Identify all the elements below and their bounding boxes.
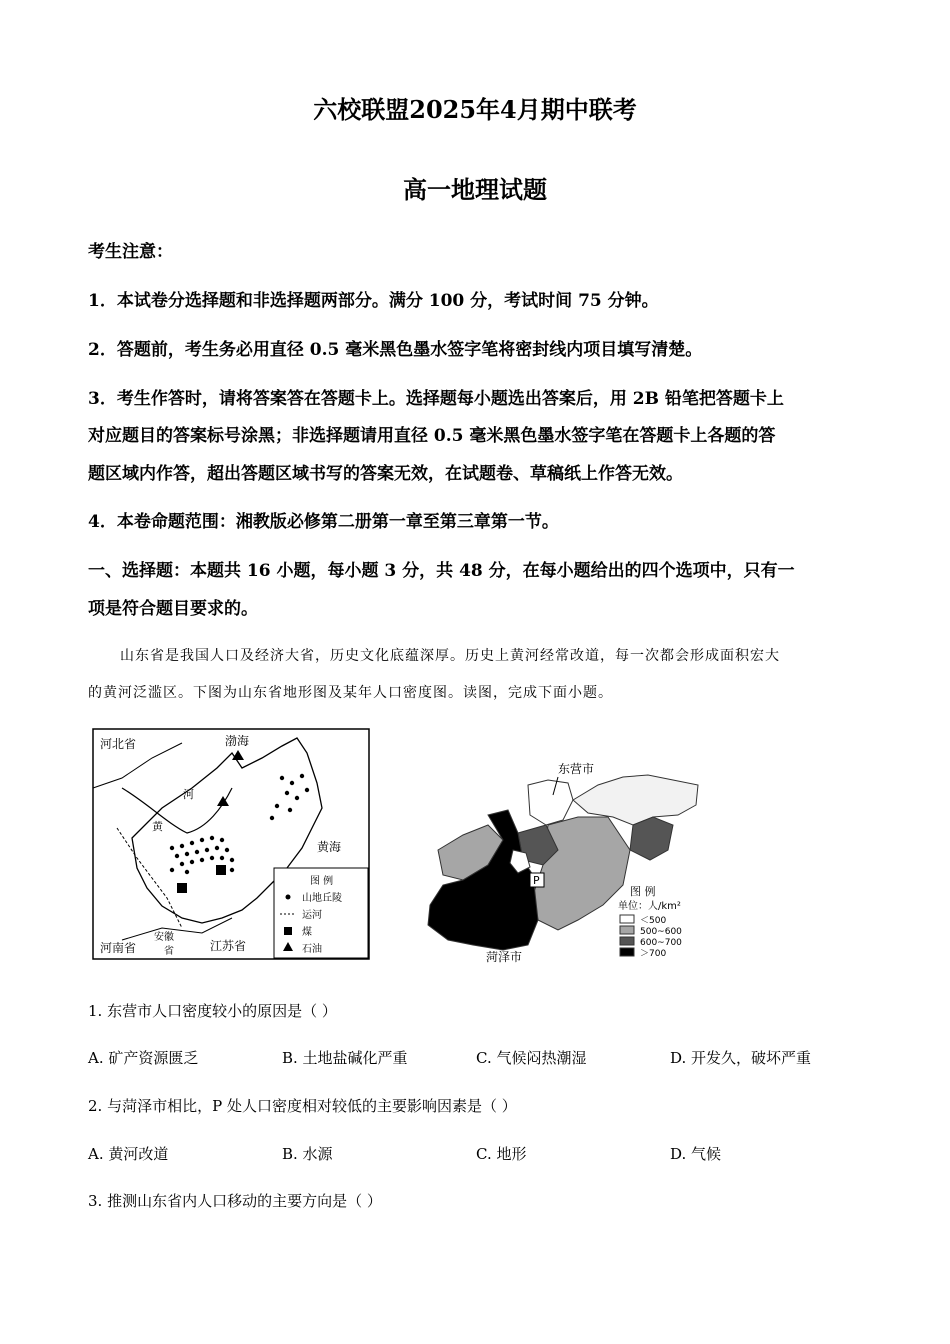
- terrain-map: [92, 728, 370, 960]
- legend-title: 图 例: [310, 876, 334, 887]
- notice-item-3-cont: 对应题目的答案标号涂黑；非选择题请用直径 0.5 毫米黑色墨水签字笔在答题卡上各题的答: [88, 426, 776, 446]
- legend2-lt500: ＜500: [640, 916, 667, 926]
- question-1-option-d[interactable]: D. 开发久，破坏严重: [670, 1049, 812, 1067]
- label-anhui-1: 安徽: [154, 932, 174, 943]
- label-heze: 菏泽市: [486, 950, 523, 964]
- legend2-title: 图 例: [630, 885, 656, 898]
- notice-item-4: 4．本卷命题范围：湘教版必修第二册第一章至第三章第一节。: [88, 512, 559, 532]
- legend2-500-600: 500~600: [640, 927, 682, 937]
- notice-item-1: 1．本试卷分选择题和非选择题两部分。满分 100 分，考试时间 75 分钟。: [88, 291, 659, 311]
- label-anhui-2: 省: [164, 946, 174, 957]
- question-2-option-c[interactable]: C. 地形: [476, 1145, 527, 1163]
- notice-heading: 考生注意：: [88, 242, 173, 262]
- legend-canal: 运河: [302, 910, 322, 921]
- label-he: 河: [183, 788, 194, 801]
- label-bohai: 渤海: [225, 734, 250, 748]
- question-2-option-d[interactable]: D. 气候: [670, 1145, 722, 1163]
- question-3-stem: 3. 推测山东省内人口移动的主要方向是（ ）: [88, 1192, 382, 1210]
- label-huang: 黄: [152, 820, 163, 833]
- notice-item-3-cont2: 题区域内作答，超出答题区域书写的答案无效，在试题卷、草稿纸上作答无效。: [88, 464, 683, 484]
- label-hebei: 河北省: [100, 737, 137, 751]
- question-2-option-b[interactable]: B. 水源: [282, 1145, 333, 1163]
- section-heading-line2: 项是符合题目要求的。: [88, 599, 258, 619]
- legend2-600-700: 600~700: [640, 938, 682, 948]
- notice-item-2: 2．答题前，考生务必用直径 0.5 毫米黑色墨水签字笔将密封线内项目填写清楚。: [88, 340, 703, 360]
- notice-item-3: 3．考生作答时，请将答案答在答题卡上。选择题每小题选出答案后，用 2B 铅笔把答题卡上: [88, 389, 784, 409]
- label-jiangsu: 江苏省: [210, 939, 247, 953]
- legend-coal: 煤: [302, 927, 312, 938]
- question-1-option-c[interactable]: C. 气候闷热潮湿: [476, 1049, 587, 1067]
- question-2-option-a[interactable]: A. 黄河改道: [88, 1145, 169, 1163]
- question-1-option-b[interactable]: B. 土地盐碱化严重: [282, 1049, 408, 1067]
- label-dongying: 东营市: [558, 762, 595, 776]
- label-p: P: [533, 874, 540, 887]
- question-1-option-a[interactable]: A. 矿产资源匮乏: [88, 1049, 199, 1067]
- passage-line1: 山东省是我国人口及经济大省，历史文化底蕴深厚。历史上黄河经常改道，每一次都会形成面积宏大: [120, 648, 780, 664]
- label-henan: 河南省: [100, 941, 137, 955]
- label-huanghai: 黄海: [317, 840, 342, 854]
- page-subtitle: 高一地理试题: [403, 175, 547, 204]
- legend-mountain: 山地丘陵: [302, 893, 342, 904]
- section-heading-line1: 一、选择题：本题共 16 小题，每小题 3 分，共 48 分，在每小题给出的四个选项中，只有一: [88, 561, 795, 581]
- legend2-unit: 单位：人/km²: [618, 901, 681, 912]
- page-title: 六校联盟2025年4月期中联考: [313, 95, 637, 124]
- question-1-stem: 1. 东营市人口密度较小的原因是（ ）: [88, 1002, 337, 1020]
- population-density-map: [418, 755, 708, 970]
- legend2-gt700: ＞700: [640, 949, 667, 959]
- passage-line2: 的黄河泛滥区。下图为山东省地形图及某年人口密度图。读图，完成下面小题。: [88, 685, 613, 701]
- question-2-stem: 2. 与菏泽市相比，P 处人口密度相对较低的主要影响因素是（ ）: [88, 1097, 517, 1115]
- legend-oil: 石油: [302, 944, 322, 955]
